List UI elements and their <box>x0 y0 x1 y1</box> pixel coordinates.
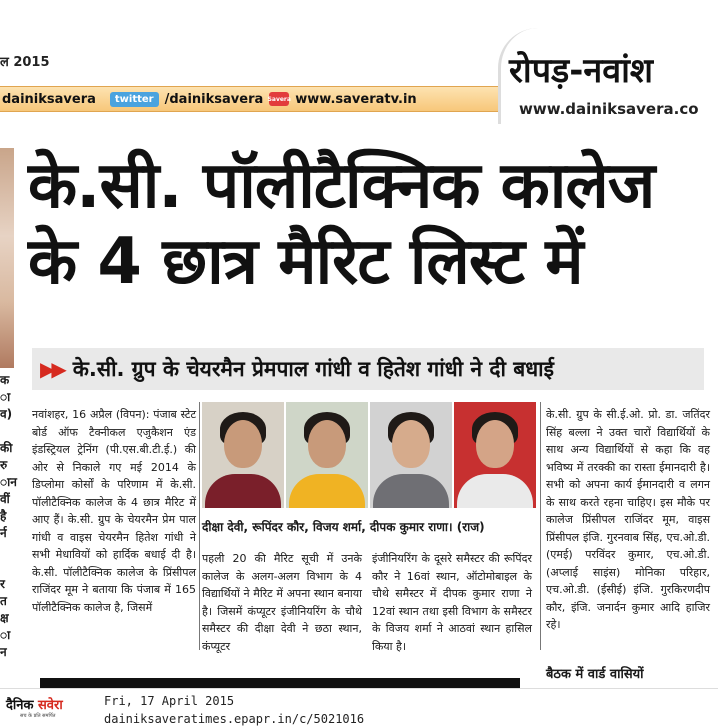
article-subheadline <box>32 348 704 390</box>
edition-masthead <box>498 28 728 124</box>
twitter-icon: twitter <box>110 92 159 107</box>
facebook-handle[interactable]: dainiksavera <box>2 91 96 107</box>
column-divider <box>540 402 541 650</box>
edge-fragment: ा <box>0 390 11 404</box>
adjacent-article-text <box>0 372 17 661</box>
headline-line-1: के.सी. पॉलीटैक्निक कालेज <box>28 149 655 223</box>
edge-fragment: क <box>0 373 10 387</box>
student-photo <box>202 402 284 508</box>
edge-fragment: ा <box>0 628 11 642</box>
photo-body <box>373 474 449 508</box>
headline-line-2: के 4 छात्र मैरिट लिस्ट में <box>28 225 583 299</box>
student-photo <box>286 402 368 508</box>
adjacent-article-photo <box>0 148 14 368</box>
student-photos <box>202 402 536 508</box>
student-photo <box>370 402 452 508</box>
photo-body <box>289 474 365 508</box>
tv-icon: Savera <box>269 92 289 106</box>
logo-word-1: दैनिक <box>6 698 34 713</box>
edge-fragment: रु <box>0 458 8 472</box>
column-divider <box>199 402 200 650</box>
social-links-bar <box>0 86 498 112</box>
tv-website-link[interactable]: www.saveratv.in <box>295 91 417 107</box>
epaper-url[interactable]: dainiksaveratimes.epapr.in/c/5021016 <box>104 712 365 726</box>
newspaper-logo <box>6 695 63 713</box>
article-column-2 <box>202 550 536 655</box>
issue-date-fragment: ल 2015 <box>0 55 50 70</box>
edge-fragment: व) <box>0 407 13 421</box>
edition-title: रोपड़-नवांश <box>509 51 654 91</box>
article-column-3: के.सी. ग्रुप के सी.ई.ओ. प्रो. डा. जतिंदर सिंह बल्ला ने उक्त चारों विद्यार्थियों के साथ अन्य विद्यार्थियों से कहा कि वह भविष्य में तरक्की का रास्ता ईमानदारी है। सभी को अपना कार्य ईमानदारी व लगन के साथ करते रहना चाहिए। इस मौके पर कालेज प्रिंसीपल राजिंदर मूम, वाइस प्रिंसीपल इंजि. गुरनवाब सिंह, एच.ओ.डी. (एमई) परविंदर कुमार, एच.ओ.डी. (अप्लाई साइंस) मोनिका परिहार, एच.ओ.डी. (ईसीई) इंजि. गुरकिरणदीप कौर, इंजि. जनार्दन कुमार आदि हाजिर रहे। <box>546 408 710 631</box>
epaper-meta <box>104 692 364 728</box>
photo-face <box>476 420 514 468</box>
epaper-footer <box>0 688 718 728</box>
double-arrow-icon: ▶▶ <box>40 357 63 381</box>
article-column-2a: पहली 20 की मैरिट सूची में उनके कालेज के अलग-अलग विभाग के 4 विद्यार्थियों ने मैरिट में अपना स्थान बनाया है। जिसमें कंप्यूटर इंजीनियरिंग के चौथे समैस्टर की दीक्षा देवी ने छठा स्थान, कंप्यूटर <box>202 552 362 653</box>
photo-face <box>308 420 346 468</box>
edge-fragment: ान <box>0 475 17 489</box>
edge-fragment: न <box>0 645 7 659</box>
logo-word-2: सवेरा <box>38 698 63 713</box>
article-headline <box>28 148 708 300</box>
photo-face <box>224 420 262 468</box>
edge-fragment: र्न <box>0 526 7 540</box>
website-url[interactable]: www.dainiksavera.co <box>519 100 699 118</box>
edge-fragment: वीं <box>0 492 10 506</box>
photo-caption: दीक्षा देवी, रूपिंदर कौर, विजय शर्मा, दीपक कुमार राणा। (राज) <box>202 520 485 534</box>
edge-fragment: क्ष <box>0 611 9 625</box>
photo-face <box>392 420 430 468</box>
student-photo <box>454 402 536 508</box>
subheadline-text: के.सी. ग्रुप के चेयरमैन प्रेमपाल गांधी व हितेश गांधी ने दी बधाई <box>72 357 554 381</box>
article-column-1: नवांशहर, 16 अप्रैल (विपन): पंजाब स्टेट बोर्ड ऑफ टैक्नीकल एजुकैशन एंड इंडस्ट्रियल ट्रेनिंग (पी.एस.बी.टी.ई.) की ओर से निकाले गए मई 2014 के डिप्लोमा कोर्सों के परिणाम में के.सी. पॉलीटैक्निक कालेज के 4 छात्र मैरिट में आए हैं। के.सी. ग्रुप के चेयरमैन प्रेम पाल गांधी व वाइस चेयरमैन हितेश गांधी ने सभी मेधावियों को हार्दिक बधाई दी है। के.सी. पॉलीटैक्निक कालेज के प्रिंसीपल राजिंदर मूम ने बताया कि पंजाब में 165 पॉलीटैक्निक कालेज है, जिसमें <box>32 408 196 614</box>
logo-tagline: सच के प्रति समर्पित <box>20 713 56 719</box>
photo-body <box>205 474 281 508</box>
edge-fragment <box>0 423 14 440</box>
epaper-date: Fri, 17 April 2015 <box>104 694 235 708</box>
next-article-caption: बैठक में वार्ड वासियों <box>546 667 644 682</box>
edge-fragment <box>0 542 14 559</box>
edge-fragment: त <box>0 594 7 608</box>
article-column-2b: इंजीनियरिंग के दूसरे समैस्टर की रूपिंदर कौर ने 16वां स्थान, ऑटोमोबाइल के चौथे समैस्टर में दीपक कुमार राणा ने 12वां स्थान तथा इसी विभाग के समैस्टर के विजय शर्मा ने आठवां स्थान हासिल किया है। <box>372 552 532 653</box>
edge-fragment: है <box>0 509 7 523</box>
photo-body <box>457 474 533 508</box>
edge-fragment <box>0 559 14 576</box>
next-article-headline-cut <box>40 660 520 688</box>
edge-fragment: र <box>0 577 5 591</box>
edge-fragment: की <box>0 441 13 455</box>
twitter-handle[interactable]: /dainiksavera <box>164 91 264 107</box>
